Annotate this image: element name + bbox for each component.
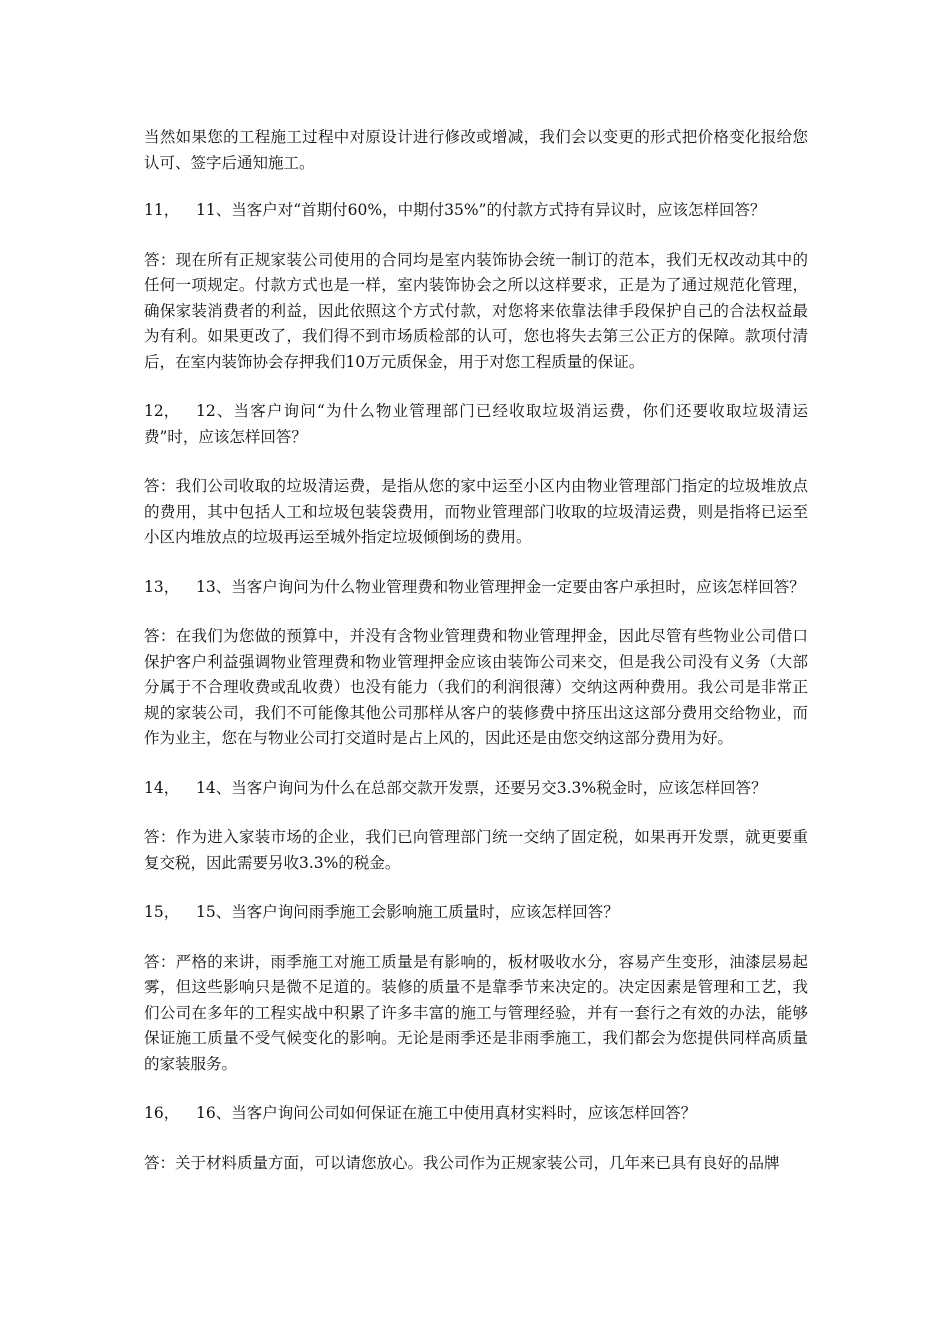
answer-11: 答：现在所有正规家装公司使用的合同均是室内装饰协会统一制订的范本，我们无权改动其中的任何一项规定。付款方式也是一样，室内装饰协会之所以这样要求，正是为了通过规范化管理，确保家装消费者的利益，因此依照这个方式付款，对您将来依靠法律手段保护自己的合法权益最为有利。如果更改了，我们得不到市场质检部的认可，您也将失去第三公正方的保障。款项付清后，在室内装饰协会存押我们10万元质保金，用于对您工程质量的保证。 xyxy=(144,250,808,371)
question-text: 14、当客户询问为什么在总部交款开发票，还要另交3.3%税金时，应该怎样回答？ xyxy=(196,778,767,797)
answer-15: 答：严格的来讲，雨季施工对施工质量是有影响的，板材吸收水分，容易产生变形，油漆层易起雾，但这些影响只是微不足道的。装修的质量不是靠季节来决定的。决定因素是管理和工艺，我们公司在多年的工程实战中积累了许多丰富的施工与管理经验，并有一套行之有效的办法，能够保证施工质量不受气候变化的影响。无论是雨季还是非雨季施工，我们都会为您提供同样高质量的家装服务。 xyxy=(144,952,808,1073)
answer-13: 答：在我们为您做的预算中，并没有含物业管理费和物业管理押金，因此尽管有些物业公司借口保护客户利益强调物业管理费和物业管理押金应该由装饰公司来交，但是我公司没有义务（大部分属于不合理收费或乱收费）也没有能力（我们的利润很薄）交纳这两种费用。我公司是非常正规的家装公司，我们不可能像其他公司那样从客户的装修费中挤压出这这部分费用交给物业，而作为业主，您在与物业公司打交道时是占上风的，因此还是由您交纳这部分费用为好。 xyxy=(144,627,808,747)
question-text: 13、当客户询问为什么物业管理费和物业管理押金一定要由客户承担时，应该怎样回答？ xyxy=(196,577,805,596)
question-text: 11、当客户对“首期付60%，中期付35%”的付款方式持有异议时，应该怎样回答？ xyxy=(196,201,766,219)
question-number: 13， xyxy=(144,577,180,596)
question-12 xyxy=(144,399,808,450)
question-text: 15、当客户询问雨季施工会影响施工质量时，应该怎样回答？ xyxy=(196,903,619,921)
question-number: 16， xyxy=(144,1104,180,1122)
question-text: 12、当客户询问“为什么物业管理部门已经收取垃圾消运费，你们还要收取垃圾清运费”时，应该怎样回答？ xyxy=(144,402,808,446)
intro-paragraph: 当然如果您的工程施工过程中对原设计进行修改或增减，我们会以变更的形式把价格变化报给您认可、签字后通知施工。 xyxy=(144,128,808,172)
document-body xyxy=(144,125,808,1200)
question-number: 11， xyxy=(144,201,180,219)
answer-14: 答：作为进入家装市场的企业，我们已向管理部门统一交纳了固定税，如果再开发票，就更要重复交税，因此需要另收3.3%的税金。 xyxy=(144,828,808,872)
answer-16: 答：关于材料质量方面，可以请您放心。我公司作为正规家装公司，几年来已具有良好的品牌 xyxy=(144,1153,780,1172)
question-15 xyxy=(144,900,808,926)
question-16 xyxy=(144,1101,808,1127)
question-14 xyxy=(144,776,808,802)
question-text: 16、当客户询问公司如何保证在施工中使用真材实料时，应该怎样回答？ xyxy=(196,1104,697,1122)
question-number: 15， xyxy=(144,903,180,921)
question-13 xyxy=(144,575,808,601)
question-number: 12， xyxy=(144,402,180,420)
question-number: 14， xyxy=(144,778,180,797)
question-11 xyxy=(144,198,808,224)
answer-12: 答：我们公司收取的垃圾清运费，是指从您的家中运至小区内由物业管理部门指定的垃圾堆放点的费用，其中包括人工和垃圾包装袋费用，而物业管理部门收取的垃圾清运费，则是指将已运至小区内堆放点的垃圾再运至城外指定垃圾倾倒场的费用。 xyxy=(144,477,808,546)
